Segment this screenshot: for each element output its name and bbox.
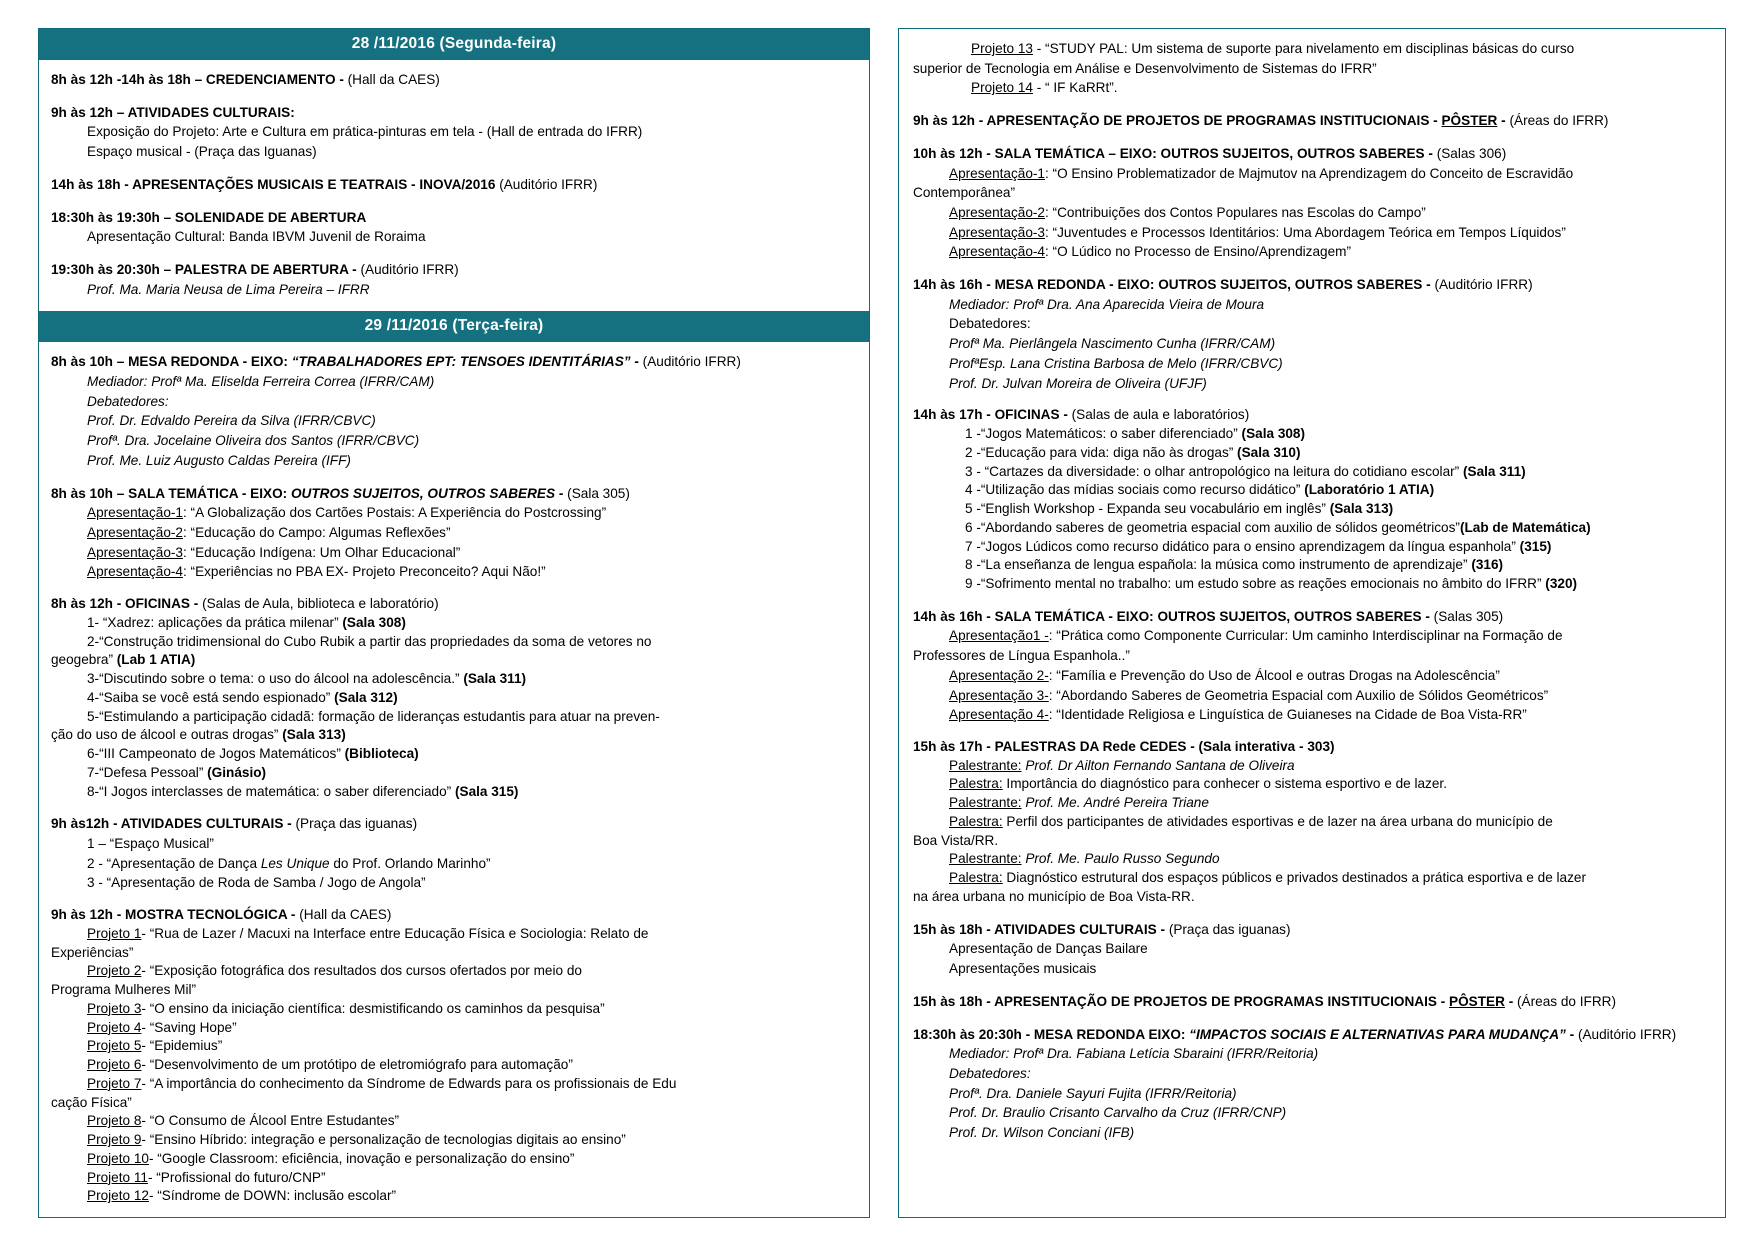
schedule-line: geogebra” (Lab 1 ATIA) xyxy=(51,652,196,668)
schedule-line: Mediador: Profª Ma. Eliselda Ferreira Correa (IFRR/CAM) xyxy=(87,374,435,390)
schedule-line: 14h às 16h - MESA REDONDA - EIXO: OUTROS SUJEITOS, OUTROS SABERES - (Auditório IFRR) xyxy=(913,277,1533,293)
schedule-block xyxy=(51,595,857,801)
schedule-line: Apresentação 4-: “Identidade Religiosa e Linguística de Guianeses na Cidade de Boa Vista-RR” xyxy=(949,707,1527,723)
schedule-line: 5 -“English Workshop - Expanda seu vocabulário em inglês” (Sala 313) xyxy=(965,501,1394,516)
schedule-line: 8h às 12h - OFICINAS - (Salas de Aula, biblioteca e laboratório) xyxy=(51,596,439,612)
schedule-line: 1- “Xadrez: aplicações da prática milenar” (Sala 308) xyxy=(87,614,406,630)
schedule-line: Apresentações musicais xyxy=(949,961,1097,977)
left-column xyxy=(38,28,870,1218)
schedule-block xyxy=(913,406,1713,594)
schedule-line: 10h às 12h - SALA TEMÁTICA – EIXO: OUTROS SUJEITOS, OUTROS SABERES - (Salas 306) xyxy=(913,145,1507,161)
day-2-body xyxy=(39,342,869,1218)
schedule-line: 14h às 18h - APRESENTAÇÕES MUSICAIS E TEATRAIS - INOVA/2016 (Auditório IFRR) xyxy=(51,176,598,192)
schedule-line: Profª. Dra. Jocelaine Oliveira dos Santos (IFRR/CBVC) xyxy=(87,433,420,449)
schedule-block xyxy=(913,920,1713,979)
day-header-2: 29 /11/2016 (Terça-feira) xyxy=(39,311,869,342)
schedule-line: Projeto 3- “O ensino da iniciação científica: desmistificando os caminhos da pesquisa” xyxy=(87,1000,605,1016)
schedule-line: 6-“III Campeonato de Jogos Matemáticos” (Biblioteca) xyxy=(87,746,419,762)
schedule-line: Projeto 6- “Desenvolvimento de um protótipo de eletromiógrafo para automação” xyxy=(87,1057,573,1073)
schedule-line: 2 -“Educação para vida: diga não às drogas” (Sala 310) xyxy=(965,444,1301,460)
schedule-line: 3 - “Apresentação de Roda de Samba / Jogo de Angola” xyxy=(87,875,426,891)
schedule-line: Apresentação-2: “Contribuições dos Contos Populares nas Escolas do Campo” xyxy=(949,204,1426,220)
schedule-line: Apresentação-1: “O Ensino Problematizador de Majmutov na Aprendizagem do Conceito de Escravidão xyxy=(949,165,1574,181)
schedule-block xyxy=(913,275,1713,393)
schedule-line: 5-“Estimulando a participação cidadã: formação de lideranças estudantis para atuar na preven- xyxy=(87,708,660,724)
schedule-line: Apresentação-1: “A Globalização dos Cartões Postais: A Experiência do Postcrossing” xyxy=(87,505,607,521)
right-column-body xyxy=(899,29,1725,1155)
schedule-block xyxy=(51,260,857,299)
schedule-block xyxy=(913,992,1713,1012)
schedule-line: Apresentação-3: “Educação Indígena: Um Olhar Educacional” xyxy=(87,544,461,560)
right-column xyxy=(898,28,1726,1218)
schedule-line: 8h às 12h -14h às 18h – CREDENCIAMENTO - (Hall da CAES) xyxy=(51,72,440,87)
schedule-block xyxy=(913,607,1713,725)
schedule-line: na área urbana no município de Boa Vista-RR. xyxy=(913,888,1195,904)
schedule-line: Prof. Me. Luiz Augusto Caldas Pereira (IFF) xyxy=(87,452,351,468)
day-header-1: 28 /11/2016 (Segunda-feira) xyxy=(39,29,869,60)
schedule-line: 3-“Discutindo sobre o tema: o uso do álcool na adolescência.” (Sala 311) xyxy=(87,671,527,687)
schedule-line: Experiências” xyxy=(51,944,134,960)
schedule-block xyxy=(913,738,1713,907)
schedule-block xyxy=(51,906,857,1206)
schedule-block xyxy=(51,208,857,247)
schedule-line: 4 -“Utilização das mídias sociais como recurso didático” (Laboratório 1 ATIA) xyxy=(965,482,1435,498)
schedule-line: Apresentação-4: “Experiências no PBA EX- Projeto Preconceito? Aqui Não!” xyxy=(87,564,546,580)
schedule-line: 15h às 18h - APRESENTAÇÃO DE PROJETOS DE PROGRAMAS INSTITUCIONAIS - PÔSTER - (Áreas do IFRR) xyxy=(913,993,1616,1009)
schedule-line: Debatedores: xyxy=(87,393,169,409)
schedule-line: 2 - “Apresentação de Dança Les Unique do Prof. Orlando Marinho” xyxy=(87,855,491,871)
schedule-block xyxy=(51,352,857,470)
schedule-block xyxy=(913,39,1713,98)
schedule-line: 2-“Construção tridimensional do Cubo Rubik a partir das propriedades da soma de vetores no xyxy=(87,633,652,649)
schedule-line: Prof. Dr. Edvaldo Pereira da Silva (IFRR/CBVC) xyxy=(87,413,376,429)
schedule-line: ção do uso de álcool e outras drogas” (Sala 313) xyxy=(51,727,346,743)
schedule-block xyxy=(51,70,857,90)
schedule-line: Debatedores: xyxy=(949,1065,1031,1081)
schedule-line: Palestrante: Prof. Dr Ailton Fernando Santana de Oliveira xyxy=(949,757,1295,773)
schedule-line: Profª. Dra. Daniele Sayuri Fujita (IFRR/Reitoria) xyxy=(949,1085,1237,1101)
schedule-line: Prof. Dr. Braulio Crisanto Carvalho da Cruz (IFRR/CNP) xyxy=(949,1105,1287,1121)
schedule-line: Projeto 5- “Epidemius” xyxy=(87,1038,223,1054)
schedule-line: Palestra: Diagnóstico estrutural dos espaços públicos e privados destinados a prática esportiva e de lazer xyxy=(949,870,1587,886)
schedule-line: Professores de Língua Espanhola..” xyxy=(913,648,1130,664)
schedule-line: Prof. Ma. Maria Neusa de Lima Pereira – IFRR xyxy=(87,281,370,297)
schedule-line: Apresentação 2-: “Família e Prevenção do Uso de Álcool e outras Drogas na Adolescência” xyxy=(949,667,1500,683)
schedule-line: 18:30h às 19:30h – SOLENIDADE DE ABERTURA xyxy=(51,209,367,225)
schedule-block xyxy=(51,484,857,583)
schedule-line: Apresentação Cultural: Banda IBVM Juvenil de Roraima xyxy=(87,229,426,245)
schedule-line: 3 - “Cartazes da diversidade: o olhar antropológico na leitura do cotidiano escolar” (Sala 311) xyxy=(965,463,1526,479)
day-1-body xyxy=(39,60,869,311)
schedule-line: 1 – “Espaço Musical” xyxy=(87,836,214,852)
schedule-line: Projeto 9- “Ensino Híbrido: integração e personalização de tecnologias digitais ao ensino” xyxy=(87,1132,626,1148)
schedule-line: Projeto 7- “A importância do conhecimento da Síndrome de Edwards para os profissionais de Edu xyxy=(87,1075,677,1091)
schedule-line: ProfªEsp. Lana Cristina Barbosa de Melo (IFRR/CBVC) xyxy=(949,355,1283,371)
schedule-line: 4-“Saiba se você está sendo espionado” (Sala 312) xyxy=(87,689,398,705)
schedule-block xyxy=(51,175,857,195)
schedule-line: 1 -“Jogos Matemáticos: o saber diferenciado” (Sala 308) xyxy=(965,426,1306,441)
schedule-line: Profª Ma. Pierlângela Nascimento Cunha (IFRR/CAM) xyxy=(949,336,1276,352)
schedule-line: 14h às 16h - SALA TEMÁTICA - EIXO: OUTROS SUJEITOS, OUTROS SABERES - (Salas 305) xyxy=(913,608,1504,624)
schedule-line: 14h às 17h - OFICINAS - (Salas de aula e laboratórios) xyxy=(913,407,1250,423)
schedule-line: Projeto 8- “O Consumo de Álcool Entre Estudantes” xyxy=(87,1113,400,1129)
schedule-line: Apresentação-3: “Juventudes e Processos Identitários: Uma Abordagem Teórica em Tempos Líquidos” xyxy=(949,224,1566,240)
schedule-line: 9h às 12h - MOSTRA TECNOLÓGICA - (Hall da CAES) xyxy=(51,907,392,923)
schedule-line: Apresentação-4: “O Lúdico no Processo de Ensino/Aprendizagem” xyxy=(949,244,1352,260)
schedule-line: Projeto 12- “Síndrome de DOWN: inclusão escolar” xyxy=(87,1188,396,1204)
schedule-block xyxy=(51,814,857,893)
schedule-line: 8 -“La enseñanza de lengua española: la música como instrumento de aprendizaje” (316) xyxy=(965,557,1504,573)
schedule-line: 9h às12h - ATIVIDADES CULTURAIS - (Praça das iguanas) xyxy=(51,816,418,832)
schedule-line: Palestrante: Prof. Me. André Pereira Triane xyxy=(949,795,1209,811)
schedule-line: Apresentação 3-: “Abordando Saberes de Geometria Espacial com Auxilio de Sólidos Geométricos” xyxy=(949,687,1549,703)
schedule-line: Projeto 1- “Rua de Lazer / Macuxi na Interface entre Educação Física e Sociologia: Relato de xyxy=(87,925,649,941)
schedule-line: 7 -“Jogos Lúdicos como recurso didático para o ensino aprendizagem da língua espanhola” (315) xyxy=(965,538,1552,554)
schedule-line: 9 -“Sofrimento mental no trabalho: um estudo sobre as reações emocionais no âmbito do IFRR” (320) xyxy=(965,576,1578,591)
schedule-line: 8h às 10h – SALA TEMÁTICA - EIXO: OUTROS SUJEITOS, OUTROS SABERES - (Sala 305) xyxy=(51,485,630,501)
schedule-line: Apresentação de Danças Bailare xyxy=(949,941,1148,957)
schedule-line: Espaço musical - (Praça das Iguanas) xyxy=(87,144,317,160)
schedule-line: 8-“I Jogos interclasses de matemática: o saber diferenciado” (Sala 315) xyxy=(87,783,519,799)
schedule-line: Projeto 2- “Exposição fotográfica dos resultados dos cursos ofertados por meio do xyxy=(87,963,582,979)
schedule-line: 9h às 12h – ATIVIDADES CULTURAIS: xyxy=(51,104,295,120)
schedule-block xyxy=(913,144,1713,262)
schedule-line: 19:30h às 20:30h – PALESTRA DE ABERTURA - (Auditório IFRR) xyxy=(51,261,459,277)
schedule-line: 18:30h às 20:30h - MESA REDONDA EIXO: “IMPACTOS SOCIAIS E ALTERNATIVAS PARA MUDANÇA” - (Auditório IFRR) xyxy=(913,1026,1677,1042)
schedule-line: Apresentação1 -: “Prática como Componente Curricular: Um caminho Interdisciplinar na Formação de xyxy=(949,628,1563,644)
schedule-line: 6 -“Abordando saberes de geometria espacial com auxilio de sólidos geométricos”(Lab de Matemática) xyxy=(965,519,1591,535)
schedule-line: Projeto 10- “Google Classroom: eficiência, inovação e personalização do ensino” xyxy=(87,1150,575,1166)
schedule-line: Projeto 13 - “STUDY PAL: Um sistema de suporte para nivelamento em disciplinas básicas do curso xyxy=(971,41,1575,56)
schedule-line: 15h às 18h - ATIVIDADES CULTURAIS - (Praça das iguanas) xyxy=(913,921,1291,937)
schedule-line: 9h às 12h - APRESENTAÇÃO DE PROJETOS DE PROGRAMAS INSTITUCIONAIS - PÔSTER - (Áreas do IFRR) xyxy=(913,113,1609,129)
schedule-block xyxy=(913,1025,1713,1143)
schedule-line: 8h às 10h – MESA REDONDA - EIXO: “TRABALHADORES EPT: TENSOES IDENTITÁRIAS” - (Auditório IFRR) xyxy=(51,354,741,370)
schedule-line: Palestrante: Prof. Me. Paulo Russo Segundo xyxy=(949,851,1220,867)
schedule-line: Palestra: Importância do diagnóstico para conhecer o sistema esportivo e de lazer. xyxy=(949,776,1447,792)
schedule-line: Debatedores: xyxy=(949,316,1031,332)
schedule-line: Mediador: Profª Dra. Ana Aparecida Vieira de Moura xyxy=(949,296,1265,312)
schedule-line: superior de Tecnologia em Análise e Desenvolvimento de Sistemas do IFRR” xyxy=(913,60,1377,76)
schedule-line: cação Física” xyxy=(51,1094,132,1110)
schedule-line: 15h às 17h - PALESTRAS DA Rede CEDES - (Sala interativa - 303) xyxy=(913,738,1335,754)
schedule-block xyxy=(913,111,1713,131)
schedule-line: Projeto 11- “Profissional do futuro/CNP” xyxy=(87,1169,326,1185)
schedule-line: Projeto 4- “Saving Hope” xyxy=(87,1019,237,1035)
schedule-line: Prof. Dr. Julvan Moreira de Oliveira (UFJF) xyxy=(949,375,1207,391)
schedule-line: Palestra: Perfil dos participantes de atividades esportivas e de lazer na área urbana do município de xyxy=(949,813,1553,829)
schedule-line: Apresentação-2: “Educação do Campo: Algumas Reflexões” xyxy=(87,524,451,540)
schedule-line: Programa Mulheres Mil” xyxy=(51,982,197,998)
schedule-line: 7-“Defesa Pessoal” (Ginásio) xyxy=(87,764,267,780)
schedule-line: Contemporânea” xyxy=(913,185,1016,201)
schedule-block xyxy=(51,103,857,162)
schedule-line: Projeto 14 - “ IF KaRRt”. xyxy=(971,80,1118,96)
schedule-line: Mediador: Profª Dra. Fabiana Letícia Sbaraini (IFRR/Reitoria) xyxy=(949,1046,1319,1062)
schedule-line: Prof. Dr. Wilson Conciani (IFB) xyxy=(949,1125,1135,1141)
schedule-line: Exposição do Projeto: Arte e Cultura em prática-pinturas em tela - (Hall de entrada do IFRR) xyxy=(87,124,643,140)
schedule-line: Boa Vista/RR. xyxy=(913,832,999,848)
